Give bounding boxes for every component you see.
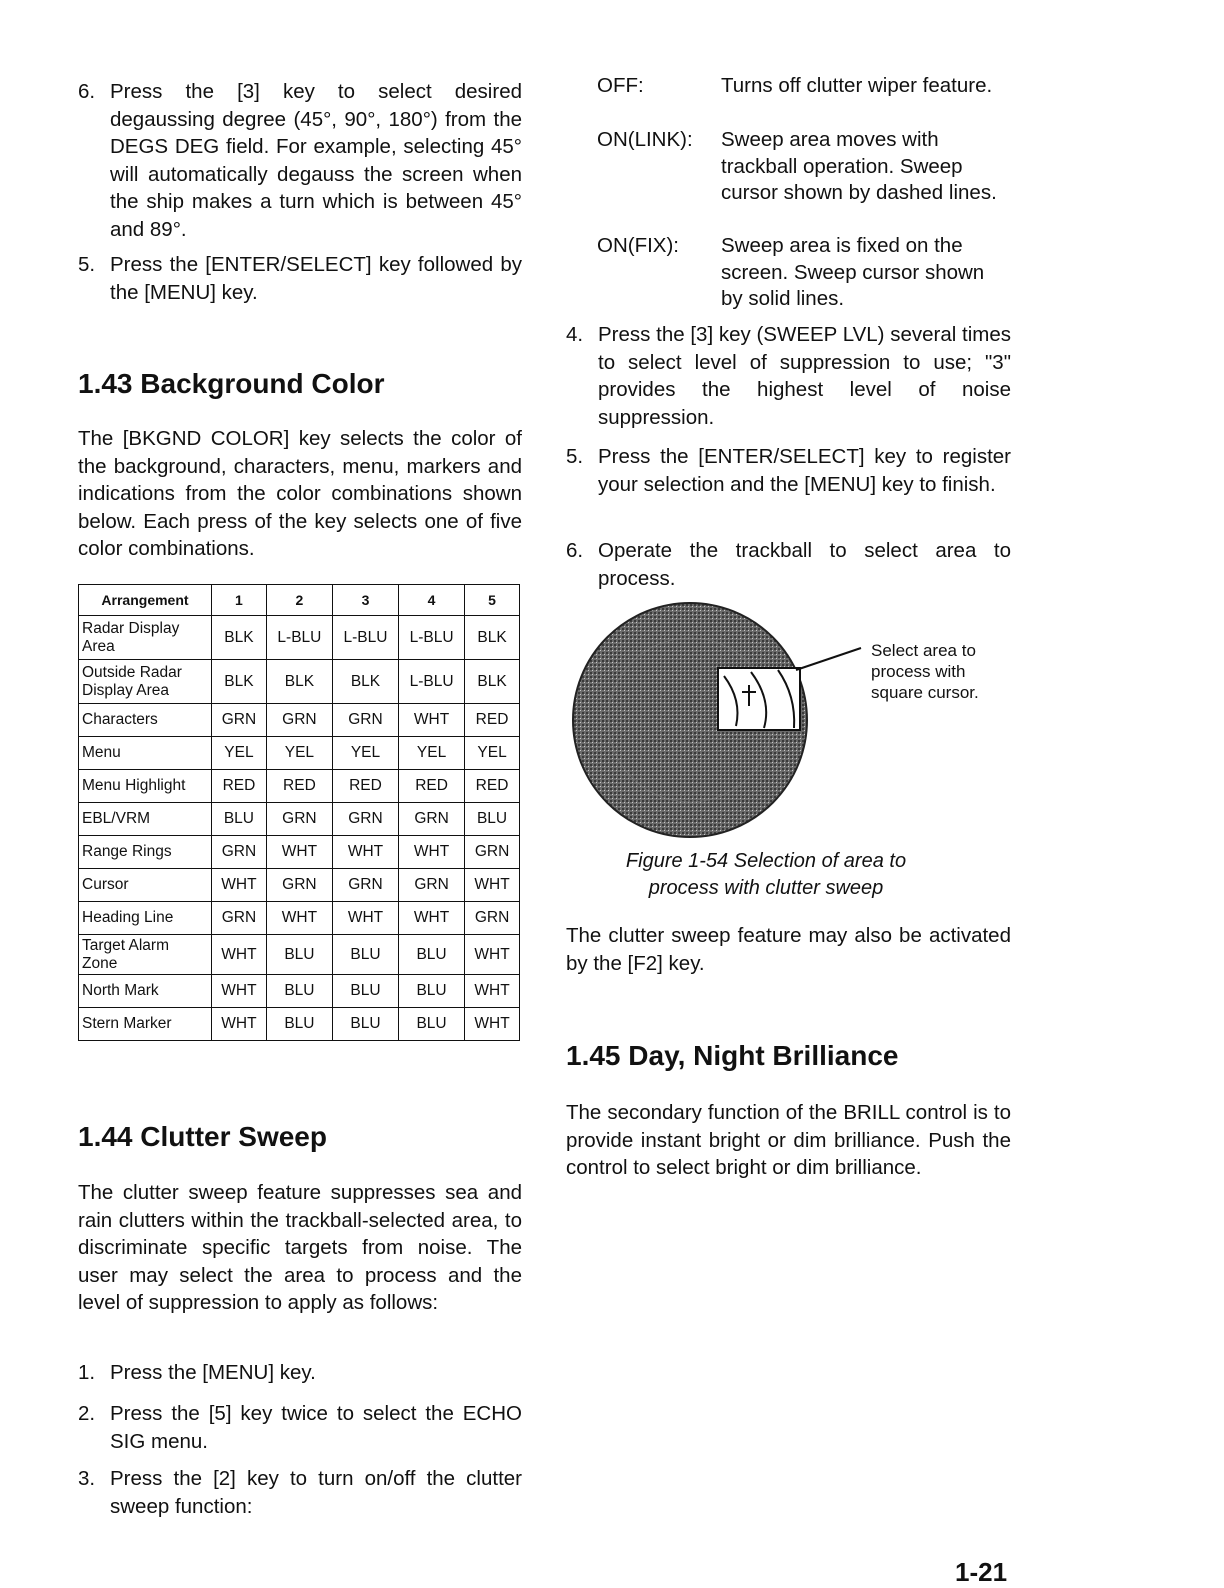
table-cell: BLU (266, 975, 332, 1008)
table-row (79, 704, 520, 737)
table-cell: WHT (266, 902, 332, 935)
list-item (78, 251, 522, 307)
option-off (597, 73, 1007, 127)
step-number: 6. (78, 80, 96, 103)
step-number: 2. (78, 1402, 96, 1425)
table-cell: L-BLU (399, 616, 465, 660)
table-cell: WHT (399, 704, 465, 737)
table-cell: BLU (465, 803, 520, 836)
list-item (566, 443, 1011, 527)
step-text: Operate the trackball to select area to process. (598, 539, 1011, 590)
table-cell: BLK (266, 660, 332, 704)
table-cell: WHT (465, 975, 520, 1008)
table-cell: WHT (332, 836, 398, 869)
table-cell: YEL (399, 737, 465, 770)
table-cell: WHT (465, 1008, 520, 1041)
table-cell: YEL (465, 737, 520, 770)
table-cell: GRN (465, 836, 520, 869)
table-cell: BLK (212, 616, 267, 660)
row-label: EBL/VRM (79, 803, 212, 836)
table-cell: GRN (266, 704, 332, 737)
row-label: Menu Highlight (79, 770, 212, 803)
column-header-5: 5 (465, 585, 520, 616)
step-text: Press the [2] key to turn on/off the clutter sweep function: (110, 1467, 522, 1518)
table-cell: BLU (332, 975, 398, 1008)
option-value: Turns off clutter wiper feature. (721, 74, 993, 97)
table-cell: BLU (399, 975, 465, 1008)
list-item (78, 1400, 522, 1456)
table-cell: GRN (212, 902, 267, 935)
table-cell: BLU (266, 1008, 332, 1041)
step-text: Press the [3] key (SWEEP LVL) several times to select level of suppression to use; "3" provides the highest level of noise suppression. (598, 323, 1011, 429)
table-cell: WHT (332, 902, 398, 935)
row-label: Heading Line (79, 902, 212, 935)
table-cell: L-BLU (332, 616, 398, 660)
section-heading-day-night: 1.45 Day, Night Brilliance (566, 1040, 899, 1071)
row-label: Range Rings (79, 836, 212, 869)
table-cell: GRN (266, 803, 332, 836)
table-cell: GRN (266, 869, 332, 902)
step-number: 5. (566, 445, 584, 468)
table-row (79, 660, 520, 704)
table-row (79, 902, 520, 935)
table-cell: GRN (212, 704, 267, 737)
step-text: Press the [5] key twice to select the ECHO SIG menu. (110, 1402, 522, 1453)
f2-paragraph: The clutter sweep feature may also be activated by the [F2] key. (566, 924, 1011, 975)
column-header-3: 3 (332, 585, 398, 616)
callout-line (796, 648, 861, 670)
day-night-paragraph: The secondary function of the BRILL control is to provide instant bright or dim brilliance. Push the control to select bright or dim brilliance. (566, 1101, 1011, 1179)
option-on-link (597, 127, 1007, 235)
table-cell: BLU (332, 1008, 398, 1041)
color-arrangement-table (78, 584, 520, 1041)
table-cell: GRN (399, 803, 465, 836)
table-cell: RED (332, 770, 398, 803)
figure-callout: Select area to process with square cursor. (871, 641, 979, 702)
step-text: Press the [ENTER/SELECT] key followed by the [MENU] key. (110, 253, 522, 304)
table-row (79, 737, 520, 770)
figure-caption: Figure 1-54 Selection of area to process with clutter sweep (625, 850, 907, 899)
page-number: 1-21 (955, 1557, 1008, 1587)
table-cell: RED (212, 770, 267, 803)
table-cell: YEL (212, 737, 267, 770)
step-number: 4. (566, 323, 584, 346)
table-cell: RED (465, 704, 520, 737)
section-heading-background-color: 1.43 Background Color (78, 368, 385, 399)
table-cell: RED (465, 770, 520, 803)
row-label: Radar Display Area (79, 616, 212, 660)
option-value: Sweep area is fixed on the screen. Sweep cursor shown by solid lines. (721, 234, 985, 310)
step-number: 3. (78, 1467, 96, 1490)
table-cell: BLK (465, 616, 520, 660)
row-label: North Mark (79, 975, 212, 1008)
table-cell: L-BLU (399, 660, 465, 704)
table-cell: L-BLU (266, 616, 332, 660)
option-value: Sweep area moves with trackball operation. Sweep cursor shown by dashed lines. (721, 128, 997, 204)
table-header-row (79, 585, 520, 616)
table-cell: WHT (266, 836, 332, 869)
row-label: Outside Radar Display Area (79, 660, 212, 704)
column-header-arrangement: Arrangement (79, 585, 212, 616)
table-cell: GRN (399, 869, 465, 902)
table-row (79, 770, 520, 803)
table-cell: BLU (399, 1008, 465, 1041)
column-header-2: 2 (266, 585, 332, 616)
step-text: Press the [MENU] key. (110, 1361, 316, 1384)
list-item (566, 537, 1011, 593)
column-header-1: 1 (212, 585, 267, 616)
section-heading-clutter-sweep: 1.44 Clutter Sweep (78, 1121, 327, 1152)
table-cell: WHT (465, 935, 520, 975)
table-cell: BLK (212, 660, 267, 704)
table-row (79, 616, 520, 660)
table-cell: WHT (399, 836, 465, 869)
table-cell: GRN (332, 803, 398, 836)
option-key: ON(LINK): (597, 128, 693, 151)
step-text: Press the [ENTER/SELECT] key to register your selection and the [MENU] key to finish. (598, 445, 1011, 496)
table-row (79, 1008, 520, 1041)
table-cell: GRN (332, 704, 398, 737)
table-cell: WHT (212, 1008, 267, 1041)
table-cell: WHT (399, 902, 465, 935)
list-item (78, 1359, 522, 1387)
table-row (79, 935, 520, 975)
table-row (79, 869, 520, 902)
option-key: OFF: (597, 74, 644, 97)
option-on-fix (597, 233, 1007, 313)
list-item (78, 78, 522, 241)
row-label: Characters (79, 704, 212, 737)
background-color-paragraph: The [BKGND COLOR] key selects the color of the background, characters, menu, markers and indications from the color combinations shown below. Each press of the key selects one of five color combinations. (78, 427, 522, 560)
table-cell: WHT (212, 869, 267, 902)
row-label: Stern Marker (79, 1008, 212, 1041)
step-text: Press the [3] key to select desired degaussing degree (45°, 90°, 180°) from the DEGS DEG field. For example, selecting 45° will automatically degauss the screen when the ship makes a turn which is between 45° and 89°. (110, 80, 522, 241)
table-cell: BLU (266, 935, 332, 975)
table-cell: YEL (266, 737, 332, 770)
table-row (79, 836, 520, 869)
table-cell: GRN (212, 836, 267, 869)
clutter-sweep-paragraph: The clutter sweep feature suppresses sea and rain clutters within the trackball-selected area, to discriminate specific targets from noise. The user may select the area to process and the level of suppression to apply as follows: (78, 1181, 522, 1314)
table-cell: WHT (212, 935, 267, 975)
table-cell: BLU (399, 935, 465, 975)
table-cell: YEL (332, 737, 398, 770)
table-cell: RED (266, 770, 332, 803)
row-label: Cursor (79, 869, 212, 902)
row-label: Target Alarm Zone (79, 935, 212, 975)
table-cell: BLU (212, 803, 267, 836)
step-number: 1. (78, 1361, 96, 1384)
column-header-4: 4 (399, 585, 465, 616)
row-label: Menu (79, 737, 212, 770)
table-cell: WHT (465, 869, 520, 902)
square-cursor (718, 668, 800, 730)
table-row (79, 975, 520, 1008)
table-row (79, 803, 520, 836)
table-cell: RED (399, 770, 465, 803)
table-cell: BLK (332, 660, 398, 704)
table-cell: GRN (332, 869, 398, 902)
clutter-sweep-figure (566, 596, 1011, 846)
step-number: 6. (566, 539, 584, 562)
list-item (78, 1465, 522, 1521)
option-key: ON(FIX): (597, 234, 679, 257)
table-cell: BLU (332, 935, 398, 975)
table-cell: BLK (465, 660, 520, 704)
list-item (566, 321, 1011, 431)
table-cell: WHT (212, 975, 267, 1008)
table-cell: GRN (465, 902, 520, 935)
step-number: 5. (78, 253, 96, 276)
